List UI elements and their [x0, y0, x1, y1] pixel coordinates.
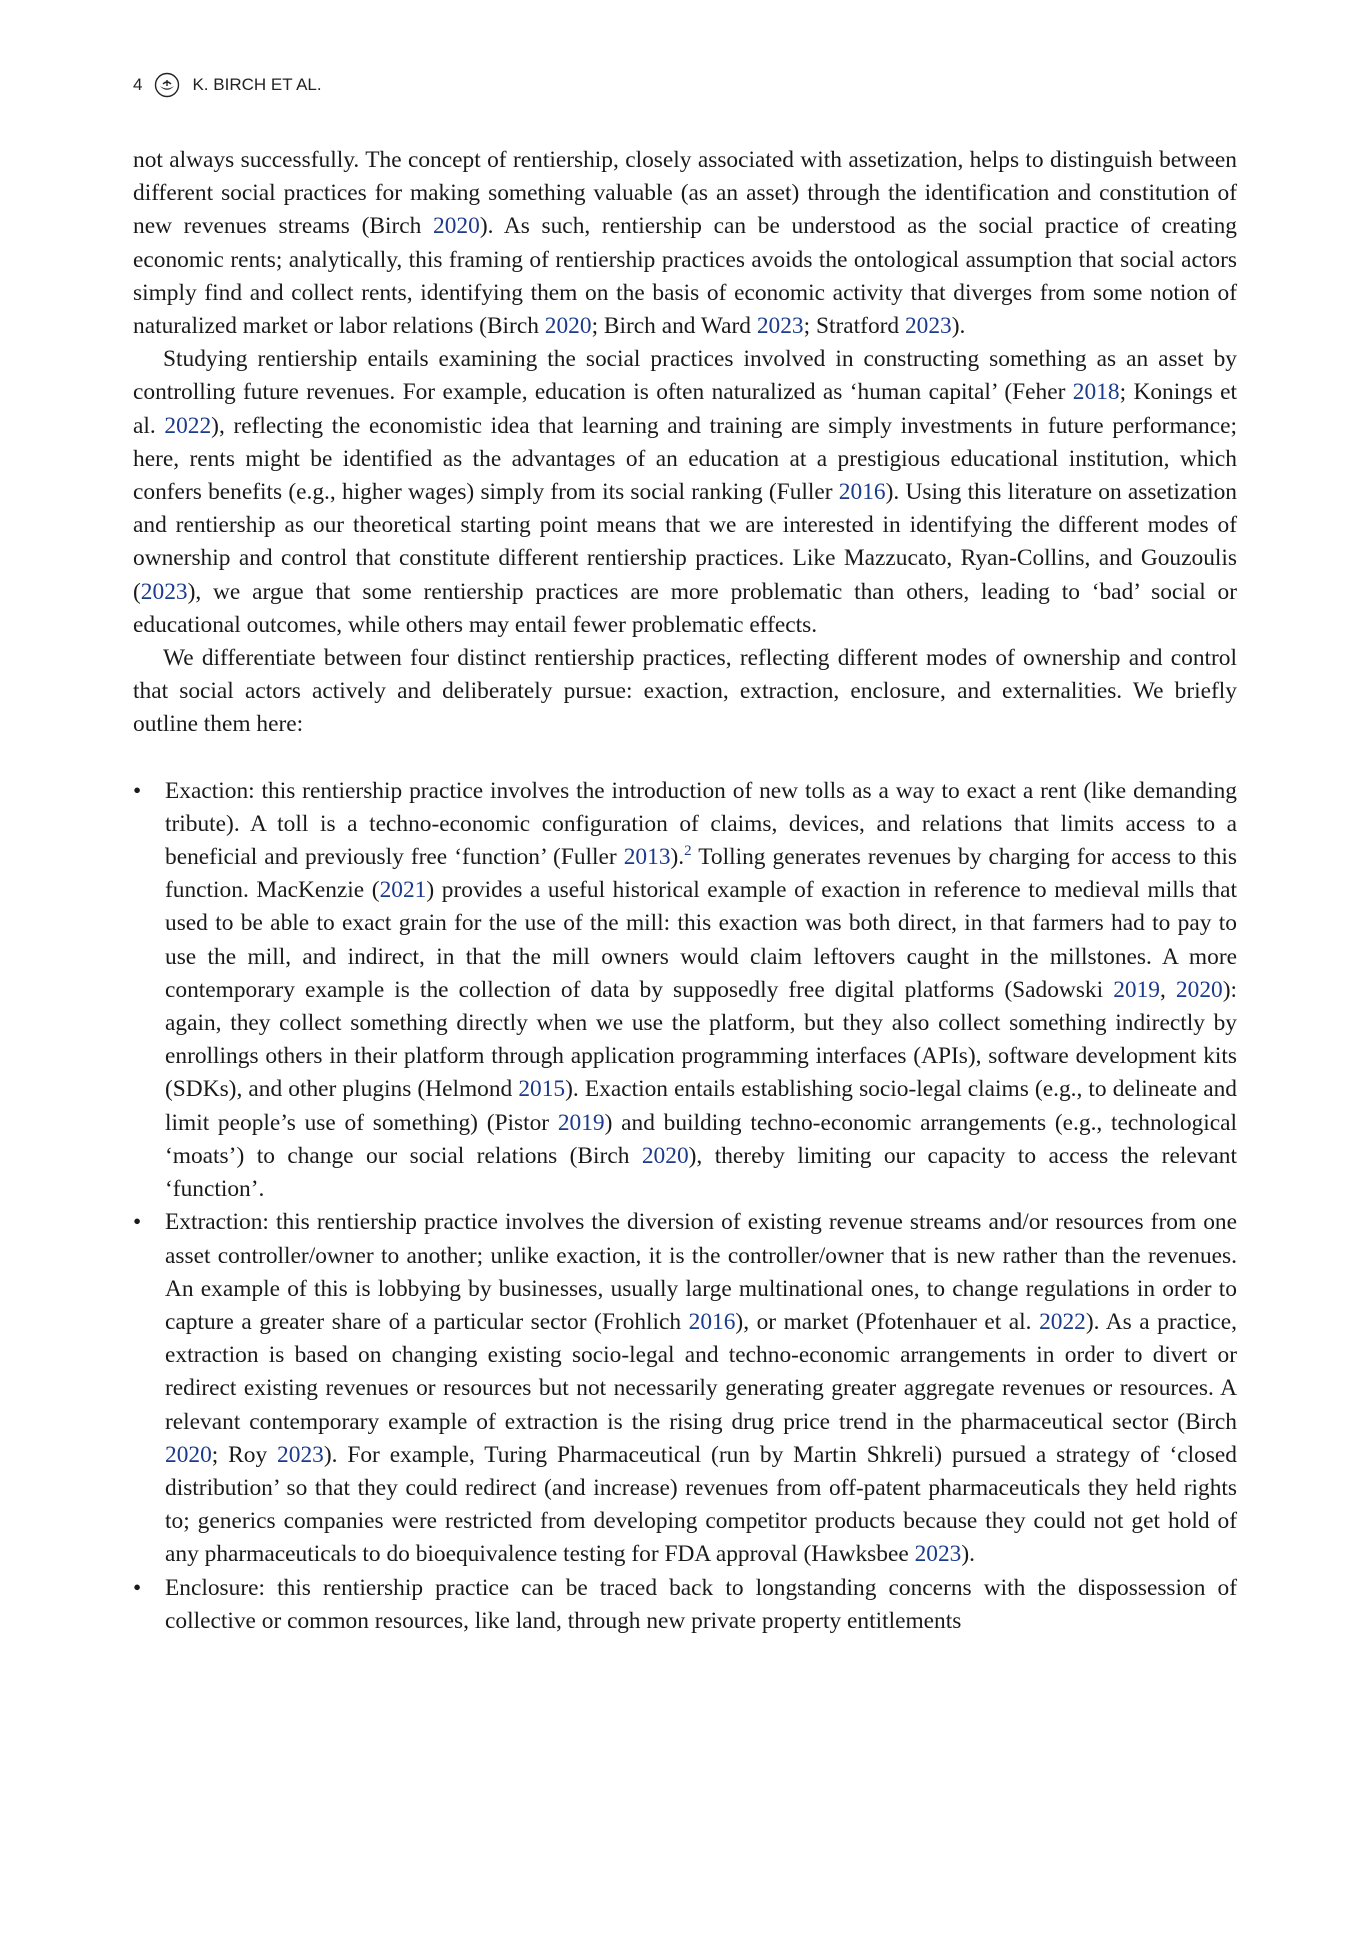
text-run: ), we argue that some rentiership practices are more problematic than others, leading to ‘bad’ social or educational outcomes, while others may entail fewer problematic effects.	[133, 578, 1237, 638]
citation-link[interactable]: 2023	[140, 578, 188, 605]
text-run: We differentiate between four distinct rentiership practices, reflecting different modes of ownership and control that social actors actively and deliberately pursue: exaction, extraction, enclosure, and externalities. We briefly outline them here:	[133, 645, 1237, 738]
text-run: ). Using this literature on assetization and rentiership as our theoretical starting point means that we are interested in identifying the different modes of ownership and control that constitute different rentiership practices. Like Mazzucato, Ryan-Collins, and Gouzoulis (	[133, 479, 1237, 605]
text-run: ), thereby limiting our capacity to access the relevant ‘function’.	[165, 1142, 1238, 1203]
bullet-marker: •	[133, 1209, 142, 1236]
text-run: ). As a practice, extraction is based on changing existing socio-legal and techno-economic arrangements in order to divert or redirect existing revenues or resources but not necessarily generating greater aggregate revenues or resources. A relevant contemporary example of extraction is the rising drug price trend in the pharmaceutical sector (Birch	[165, 1308, 1238, 1435]
text-run: ; Konings et al.	[133, 379, 1237, 439]
paragraph	[133, 144, 1237, 343]
citation-link[interactable]: 2018	[1072, 379, 1120, 406]
citation-link[interactable]: 2023	[277, 1441, 324, 1468]
paragraph	[133, 343, 1237, 642]
citation-link[interactable]: 2013	[623, 844, 671, 871]
citation-link[interactable]: 2020	[544, 313, 592, 340]
list-item-text	[165, 1209, 1237, 1567]
citation-link[interactable]: 2022	[1039, 1308, 1086, 1335]
text-run: ).	[951, 313, 966, 340]
running-header	[133, 70, 322, 100]
citation-link[interactable]: 2020	[165, 1441, 212, 1468]
citation-link[interactable]: 2019	[557, 1109, 605, 1136]
citation-link[interactable]: 2023	[756, 313, 804, 340]
list-item-text	[165, 778, 1237, 1202]
list-item	[133, 775, 1237, 1207]
text-run: Enclosure: this rentiership practice can be traced back to longstanding concerns with the dispossession of collective or common resources, like land, through new private property entitlements	[165, 1574, 1237, 1634]
running-head: K. BIRCH ET AL.	[192, 75, 322, 94]
text-run: ): again, they collect something directly when we use the platform, but they also collect something indirectly by enrollings others in their platform through application programming interfaces (APIs), software development kits (SDKs), and other plugins (Helmond	[165, 976, 1237, 1103]
bullet-marker: •	[133, 1574, 142, 1601]
list-item-text	[165, 1575, 1237, 1634]
text-run: ).	[961, 1541, 975, 1568]
text-run: Exaction: this rentiership practice involves the introduction of new tolls as a way to exact a rent (like demanding tribute). A toll is a techno-economic configuration of claims, devices, and relations that limits access to a beneficial and previously free ‘function’ (Fuller	[165, 777, 1237, 871]
page-number: 4	[133, 75, 143, 94]
citation-link[interactable]: 2015	[518, 1076, 566, 1103]
citation-link[interactable]: 2020	[641, 1142, 689, 1169]
text-run: ), or market (Pfotenhauer et al.	[735, 1308, 1040, 1335]
text-run: ). For example, Turing Pharmaceutical (run by Martin Shkreli) pursued a strategy of ‘closed distribution’ so that they could redirect (and increase) revenues from off-patent pharmaceuticals they held rights to; generics companies were restricted from developing competitor products because they could not get hold of any pharmaceuticals to do bioequivalence testing for FDA approval (Hawksbee	[165, 1441, 1238, 1568]
text-run: ).	[670, 844, 685, 871]
text-run: ), reflecting the economistic idea that learning and training are simply investments in future performance; here, rents might be identified as the advantages of an education at a prestigious educational institution, which confers benefits (e.g., higher wages) simply from its social ranking (Fuller	[133, 412, 1237, 506]
text-run: ; Birch and Ward	[591, 313, 757, 340]
paragraph	[133, 642, 1237, 742]
citation-link[interactable]: 2021	[379, 877, 427, 904]
citation-link[interactable]: 2020	[1175, 976, 1223, 1003]
text-run: ). As such, rentiership can be understood as the social practice of creating economic rents; analytically, this framing of rentiership practices avoids the ontological assumption that social actors simply find and collect rents, identifying them on the basis of economic activity that diverges from some notion of naturalized market or labor relations (Birch	[133, 213, 1237, 340]
text-run: Studying rentiership entails examining the social practices involved in constructing something as an asset by controlling future revenues. For example, education is often naturalized as ‘human capital’ (Feher	[133, 346, 1237, 406]
citation-link[interactable]: 2016	[838, 479, 886, 506]
text-run: ; Roy	[211, 1441, 278, 1468]
publisher-logo-icon	[154, 72, 180, 98]
bullet-marker: •	[133, 777, 142, 804]
citation-link[interactable]: 2019	[1113, 976, 1160, 1003]
text-run: not always successfully. The concept of rentiership, closely associated with assetization, helps to distinguish between different social practices for making something valuable (as an asset) through the identification and constitution of new revenues streams (Birch	[133, 147, 1237, 240]
practice-list	[133, 775, 1237, 1638]
text-run: ) provides a useful historical example of exaction in reference to medieval mills that used to be able to exact grain for the use of the mill: this exaction was both direct, in that farmers had to pay to use the mill, and indirect, in that the mill owners would claim leftovers caught in the millstones. A more contemporary example is the collection of data by supposedly free digital platforms (Sadowski	[165, 877, 1237, 1003]
citation-link[interactable]: 2022	[164, 412, 212, 439]
text-run: ). Exaction entails establishing socio-legal claims (e.g., to delineate and limit people’s use of something) (Pistor	[165, 1076, 1237, 1136]
citation-link[interactable]: 2023	[914, 1541, 962, 1568]
text-run: ) and building techno-economic arrangements (e.g., technological ‘moats’) to change our social relations (Birch	[165, 1109, 1237, 1169]
citation-link[interactable]: 2023	[904, 313, 952, 340]
list-item	[133, 1572, 1237, 1638]
citation-link[interactable]: 2020	[433, 213, 480, 240]
text-run: ; Stratford	[803, 313, 905, 340]
text-run: Extraction: this rentiership practice involves the diversion of existing revenue streams and/or resources from one asset controller/owner to another; unlike exaction, it is the controller/owner that is new rather than the revenues. An example of this is lobbying by businesses, usually large multinational ones, to change regulations in order to capture a greater share of a particular sector (Frohlich	[165, 1209, 1237, 1335]
list-item	[133, 1206, 1237, 1571]
footnote-marker[interactable]: 2	[684, 843, 692, 860]
text-run: Tolling generates revenues by charging for access to this function. MacKenzie (	[165, 844, 1238, 904]
citation-link[interactable]: 2016	[688, 1308, 736, 1335]
text-run: ,	[1159, 976, 1176, 1003]
article-body	[133, 144, 1237, 1638]
